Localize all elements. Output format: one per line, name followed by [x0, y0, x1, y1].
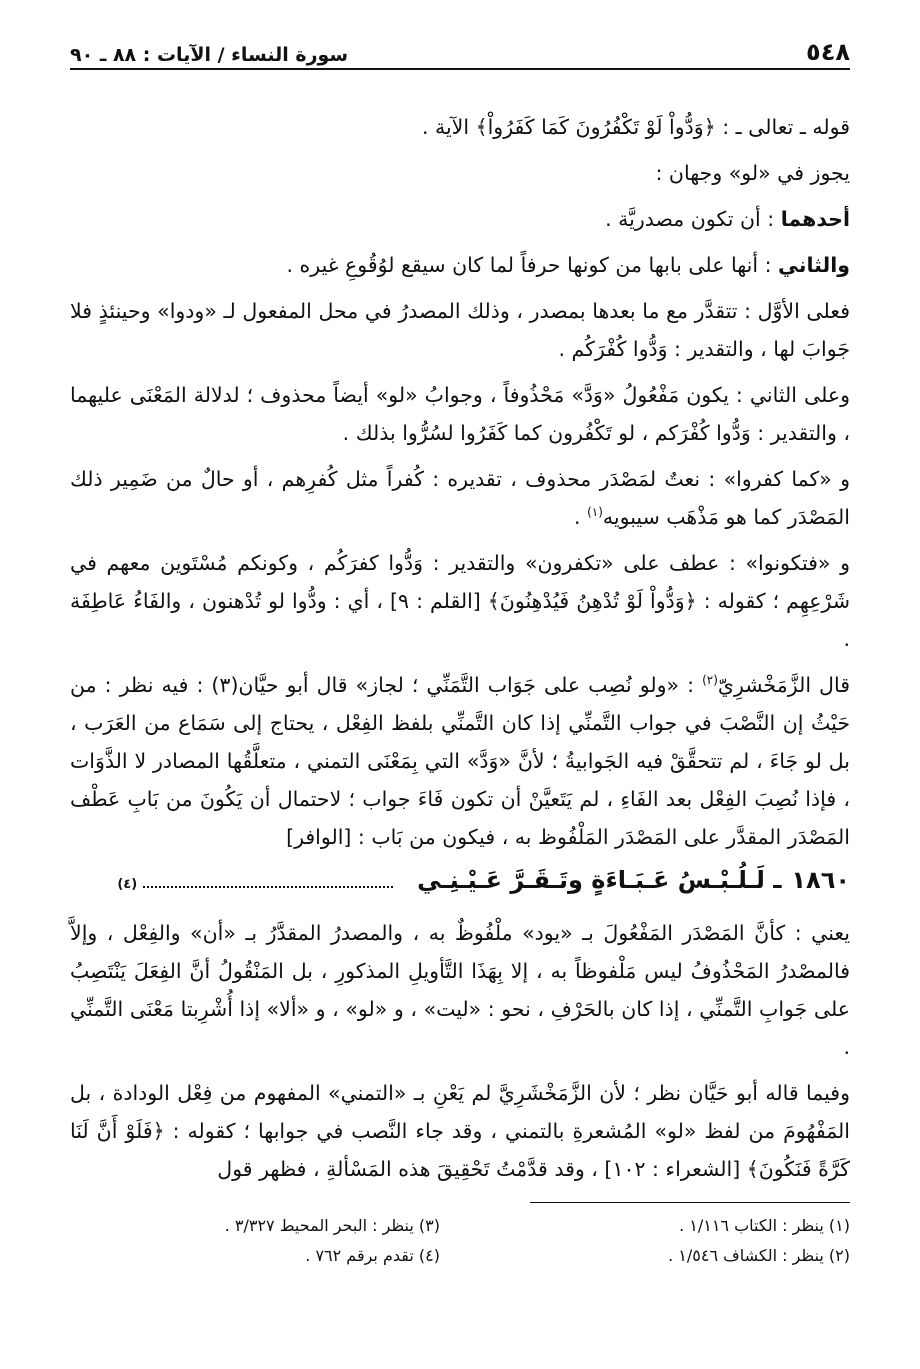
paragraph-text: قال الزَّمَخْشرِيّ [717, 673, 850, 697]
paragraph [70, 666, 850, 856]
paragraph-text: يجوز في «لو» وجهان : [655, 161, 850, 185]
footnote-divider [530, 1202, 850, 1203]
footnote: (٤) تقدم برقم ٧٦٢ . [305, 1246, 440, 1265]
verse-dots [143, 864, 393, 888]
paragraph [70, 460, 850, 536]
paragraph [70, 200, 850, 238]
paragraph-tail: : «ولو نُصِب على جَوَاب التَّمَنِّي ؛ لجاز» قال أبو حيَّان(٣) : فيه نظر : من حَيْثُ إن النَّصْبَ في جواب التَّمنِّي إذا كان التَّمنِّي بلفظ الفِعْل ، يحتاج إلى سَمَاع من العَرَب ، بل لو جَاءَ ، لم تتحقَّقْ فيه الجَوابيةُ ؛ لأنَّ «وَدَّ» التي بِمَعْنَى التمني ، متعلَّقُها المصادر لا الذَّوَات ، فإذا نُصِبَ الفِعْل بعد الفَاءِ ، لم يَتَعيَّنْ أن تكون فَاءَ جواب ؛ لاحتمال أن يَكُونَ من بَابِ عَطْف المَصْدَر المقدَّر على المَصْدَر المَلْفُوظ به ، فيكون من بَاب : [الوافر] [70, 673, 850, 849]
paragraph-text: وعلى الثاني : يكون مَفْعُولُ «وَدَّ» مَحْذُوفاً ، وجوابُ «لو» أيضاً محذوف ؛ لدلالة المَعْنَى عليهما ، والتقدير : وَدُّوا كُفْرَكم ، لو تَكْفُرون كما كَفَرُوا لسُرُّوا بذلك . [70, 383, 850, 445]
paragraph-text: و «فتكونوا» : عطف على «تكفرون» والتقدير : وَدُّوا كفرَكُم ، وكونكم مُسْتَوين معهم في شَرْعِهِم ؛ كقوله : ﴿وَدُّواْ لَوْ تُدْهِنُ فَيُدْهِنُونَ﴾ [القلم : ٩] ، أي : ودُّوا لو تُدْهنون ، والفَاءُ عَاطِفَة . [70, 551, 850, 651]
paragraph-text: فعلى الأوَّل : تتقدَّر مع ما بعدها بمصدر ، وذلك المصدرُ في محل المفعول لـ «ودوا» وحينئذٍ فلا جَوابَ لها ، والتقدير : وَدُّوا كُفْرَكُم . [70, 299, 850, 361]
paragraph [70, 154, 850, 192]
paragraph [70, 544, 850, 658]
paragraph [70, 108, 850, 146]
running-title: سورة النساء / الآيات : ٨٨ ـ ٩٠ [70, 44, 349, 66]
paragraph-text: : أنها على بابها من كونها حرفاً لما كان سيقع لوُقُوعِ غيره . [286, 253, 779, 277]
paragraph [70, 246, 850, 284]
paragraph-text: قوله ـ تعالى ـ : ﴿وَدُّواْ لَوْ تَكْفُرُونَ كَمَا كَفَرُواْ﴾ الآية . [421, 115, 850, 139]
poem-verse [70, 864, 850, 904]
page-number: ٥٤٨ [806, 38, 850, 66]
footnote-ref[interactable]: (٤) [117, 877, 138, 892]
verse-text: ـ لَـلُـبْـسُ عَـبَـاءَةٍ وتَـقَـرَّ عَـيْـنِـي [417, 866, 782, 894]
paragraph-tail: . [574, 505, 588, 529]
verse-number: ١٨٦٠ [791, 866, 850, 894]
lead-word: أحدهما [780, 207, 850, 231]
paragraph [70, 914, 850, 1066]
page-body [70, 108, 850, 1271]
paragraph-text: وفيما قاله أبو حَيَّان نظر ؛ لأن الزَّمَخْشَرِيَّ لم يَعْنِ بـ «التمني» المفهوم من فِعْل الودادة ، بل المَفْهُومَ من لفظ «لو» المُشعرةِ بالتمني ، وقد جاء النَّصب في جوابها ؛ كقوله : ﴿فَلَوْ أَنَّ لَنَا كَرَّةً فَنَكُونَ﴾ [الشعراء : ١٠٢] ، وقد قدَّمْتُ تَحْقِيقَ هذه المَسْألةِ ، فظهر قول [70, 1081, 850, 1181]
page-header [70, 36, 850, 70]
paragraph [70, 376, 850, 452]
footnote: (١) ينظر : الكتاب ١/١١٦ . [679, 1216, 850, 1235]
paragraph [70, 292, 850, 368]
lead-word: والثاني [778, 253, 850, 277]
paragraph-text: يعني : كأنَّ المَصْدَر المَفْعُولَ بـ «يود» ملْفُوظٌ به ، والمصدرُ المقدَّرُ بـ «أن» والفِعْل ، وإلاَّ فالمصْدرُ المَحْذُوفُ ليس مَلْفوظاً به ، إلا بِهَذَا التَّأويلِ المذكورِ ، بل المَنْقُولُ أنَّ الفِعَلَ يَنْتَصِبُ على جَوابِ التَّمنِّي ، إذا كان بالحَرْفِ ، نحو : «ليت» ، و «لو» ، و «ألا» إذا أُشْرِبتا مَعْنَى التَّمنِّي . [70, 921, 850, 1059]
paragraph-text: و «كما كفروا» : نعتٌ لمَصْدَر محذوف ، تقديره : كُفراً مثل كُفرِهم ، أو حالٌ من ضَمِير ذلك المَصْدَر كما هو مَذْهَب سيبويه [70, 467, 850, 529]
footnote: (٣) ينظر : البحر المحيط ٣/٣٢٧ . [224, 1216, 440, 1235]
footnote: (٢) ينظر : الكشاف ١/٥٤٦ . [668, 1246, 850, 1265]
paragraph-text: : أن تكون مصدريَّة . [605, 207, 781, 231]
footnotes [70, 1211, 850, 1271]
footnote-ref[interactable]: (١) [587, 505, 603, 520]
page [70, 36, 850, 1271]
paragraph [70, 1074, 850, 1188]
footnote-ref[interactable]: (٢) [702, 673, 718, 688]
